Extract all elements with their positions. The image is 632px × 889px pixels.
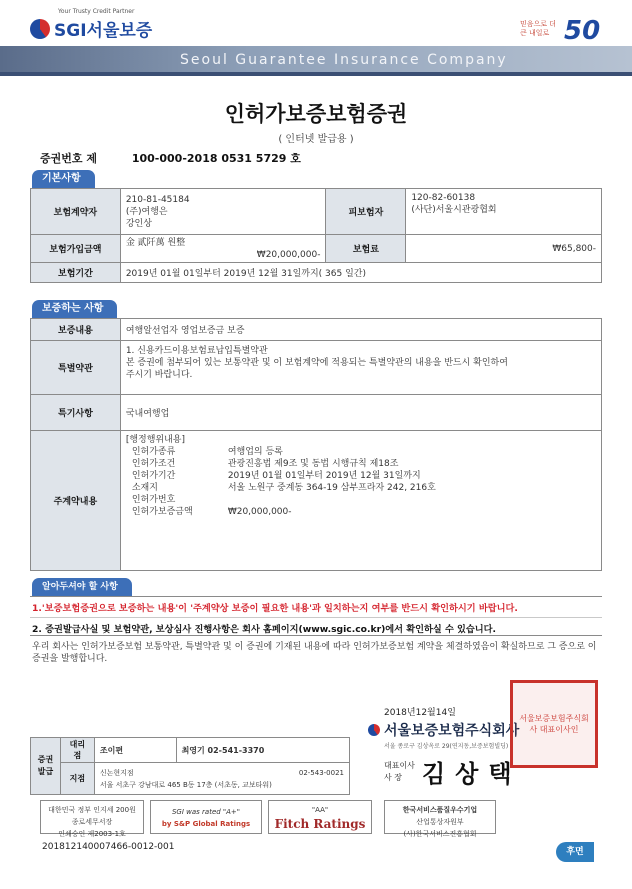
amount-hangul: 金 貳阡萬 원整 (125, 237, 186, 248)
badge-line: "AA" (311, 806, 329, 814)
badge-line: (사)한국서비스진흥협회 (403, 830, 477, 838)
representative-signature: 김상택 (422, 759, 522, 788)
anniversary-text: 믿음으로 더 큰 내일로 (520, 20, 557, 37)
table-row (31, 763, 350, 795)
special-terms-line: 1. 신용카드이용보험료납입특별약관 (125, 346, 268, 356)
sp-rating-badge (150, 800, 262, 834)
document-subtitle: ( 인터넷 발급용 ) (278, 134, 354, 145)
stamp-tax-badge (40, 800, 144, 838)
sgi-logo-icon (368, 724, 380, 736)
content-label: 보증내용 (31, 319, 121, 341)
badge-line: 산업통상자원부 (416, 818, 464, 826)
anniversary-number: 50 (564, 16, 601, 46)
document-serial: 201812140007466-0012-001 (42, 842, 175, 852)
issuance-label (31, 738, 61, 795)
contractor-label: 보험계약자 (31, 189, 121, 235)
main-contract-row (126, 446, 596, 458)
contractor-line: 210-81-45184 (125, 194, 190, 205)
table-row (31, 738, 350, 763)
amount-number: ₩20,000,000- (256, 249, 321, 260)
back-side-button[interactable]: 후면 (556, 842, 594, 862)
tab-basic: 기본사항 (32, 170, 95, 188)
insured-label: 피보험자 (326, 189, 406, 235)
certificate-number-label: 증권번호 제 (40, 152, 97, 165)
table-row (31, 263, 602, 283)
issue-date: 2018년12월14일 (384, 708, 456, 718)
main-contract-row (126, 458, 596, 470)
remark-label: 특기사항 (31, 395, 121, 431)
table-row (31, 235, 602, 263)
badge-line: 한국서비스품질우수기업 (402, 806, 478, 814)
main-contract-key: 인허가번호 (131, 495, 176, 505)
tab-notice: 알아두셔야 할 사항 (32, 578, 132, 596)
badge-line: SGI was rated "A+" (171, 808, 241, 816)
special-terms-line: 주시기 바랍니다. (125, 370, 193, 380)
main-contract-value (120, 431, 601, 571)
agent-name: 조이편 (94, 738, 176, 763)
insured-line: (사단)서울시관광협회 (411, 205, 497, 215)
certificate-number: 100-000-2018 0531 5729 호 (131, 152, 301, 165)
special-terms-label: 특별약관 (31, 341, 121, 395)
main-contract-row (126, 506, 596, 518)
header (0, 0, 632, 80)
badge-line: by S&P Global Ratings (161, 820, 251, 828)
amount-label: 보험가입금액 (31, 235, 121, 263)
main-contract-value-text: ₩20,000,000- (227, 507, 292, 517)
branch-tel: 02-543-0021 (298, 768, 344, 777)
main-contract-row (126, 470, 596, 482)
issuer-company-name: 서울보증보험주식회사 (384, 723, 520, 739)
insured-line: 120-82-60138 (411, 193, 476, 203)
special-terms-value (120, 341, 601, 395)
table-row (31, 189, 602, 235)
special-terms-line: 본 증권에 첨부되어 있는 보통약관 및 이 보험계약에 적용되는 특별약관의 내용을 반드시 확인하여 (125, 358, 508, 368)
service-quality-badge (384, 800, 496, 838)
badge-line: 대한민국 정부 인지세 200원 (48, 806, 136, 814)
sgi-logo-icon (30, 19, 50, 39)
seal-text: 서울보증보험주식회사 대표이사인 (519, 714, 589, 734)
branch-info (94, 763, 349, 795)
table-row (31, 341, 602, 395)
main-contract-row (126, 482, 596, 494)
content-value: 여행알선업자 영업보증금 보증 (120, 319, 601, 341)
main-contract-key: 소재지 (131, 483, 158, 493)
badge-line: Fitch Ratings (274, 817, 366, 831)
logo-tagline: Your Trusty Credit Partner (58, 8, 135, 15)
anniversary-emblem (520, 14, 604, 54)
period-label: 보험기간 (31, 263, 121, 283)
basic-table (30, 188, 602, 283)
sgi-logo (30, 16, 152, 41)
certificate-number-line (40, 150, 301, 166)
main-contract-value-text: 관광진흥법 제9조 및 동법 시행규칙 제18조 (227, 459, 399, 469)
company-seal-stamp (510, 680, 598, 768)
branch-label: 지점 (60, 763, 94, 795)
contractor-line: (주)여행은 (125, 206, 168, 217)
main-contract-rows (126, 446, 596, 518)
table-row (31, 395, 602, 431)
header-subtitle: Seoul Guarantee Insurance Company (180, 52, 508, 68)
premium-value: ₩65,800- (406, 235, 602, 263)
rep-title-line: 사 장 (384, 773, 402, 782)
notice-line-1: 1.'보증보험증권으로 보증하는 내용'이 '주계약상 보증이 필요한 내용'과 일치하는지 여부를 반드시 확인하시기 바랍니다. (32, 603, 518, 614)
branch-name-line (100, 767, 344, 779)
issuance-label-line: 증권 (37, 755, 54, 764)
main-contract-key: 인허가보증금액 (131, 507, 193, 517)
main-contract-label: 주계약내용 (31, 431, 121, 571)
branch-name: 신논현지점 (99, 768, 134, 777)
branch-address: 서울 서초구 강남대로 465 B동 17층 (서초동, 교보타워) (99, 780, 272, 789)
main-contract-row (126, 494, 596, 506)
agency-table (30, 737, 350, 795)
main-contract-heading: [행정행위내용] (125, 435, 186, 445)
logo-text: SGI서울보증 (54, 21, 153, 41)
header-band-line (0, 72, 632, 76)
main-contract-value-text: 여행업의 등록 (227, 447, 283, 457)
notice-divider (30, 617, 602, 618)
insured-value (406, 189, 602, 235)
rep-title-line: 대표이사 (384, 761, 415, 770)
guarantee-table (30, 318, 602, 571)
main-contract-value-text: 서울 노원구 중계동 364-19 삼부프라자 242, 216호 (227, 483, 436, 493)
amount-value (120, 235, 326, 263)
badge-line: 종로세무서장 (71, 818, 113, 826)
issuance-label-line: 발급 (37, 767, 54, 776)
contractor-line: 강인상 (125, 218, 152, 229)
agent-contact: 최영기 02-541-3370 (176, 738, 349, 763)
notice-line-2: 2. 증권발급사실 및 보험약관, 보상심사 진행사항은 회사 홈페이지(www.sgic.co.kr)에서 확인하실 수 있습니다. (32, 624, 497, 635)
main-contract-value-text: 2019년 01월 01일부터 2019년 12월 31일까지 (227, 471, 421, 481)
main-contract-key: 인허가조건 (131, 459, 176, 469)
premium-label: 보험료 (326, 235, 406, 263)
agent-label: 대리점 (60, 738, 94, 763)
fitch-rating-badge (268, 800, 372, 834)
contractor-value (120, 189, 326, 235)
badge-line: 인쇄승인 제2003-1호 (58, 830, 126, 838)
representative-title (384, 760, 415, 784)
tab-guarantee: 보증하는 사항 (32, 300, 117, 318)
document-title: 인허가보증보험증권 (224, 102, 408, 126)
table-row (31, 431, 602, 571)
main-contract-key: 인허가종류 (131, 447, 176, 457)
table-row (31, 319, 602, 341)
issuer-company (368, 720, 519, 740)
period-value: 2019년 01월 01일부터 2019년 12월 31일까지( 365 일간) (120, 263, 601, 283)
issuer-address: 서울 종로구 김상옥로 29(연지동,보증보험빌딩) (384, 743, 509, 750)
remark-value: 국내여행업 (120, 395, 601, 431)
issuance-statement: 우리 회사는 인허가보증보험 보통약관, 특별약관 및 이 증권에 기재된 내용에 따라 인허가보증보험 계약을 체결하였음이 확실하므로 그 증으로 이 증권을 발행합니다. (32, 642, 597, 664)
main-contract-key: 인허가기간 (131, 471, 176, 481)
